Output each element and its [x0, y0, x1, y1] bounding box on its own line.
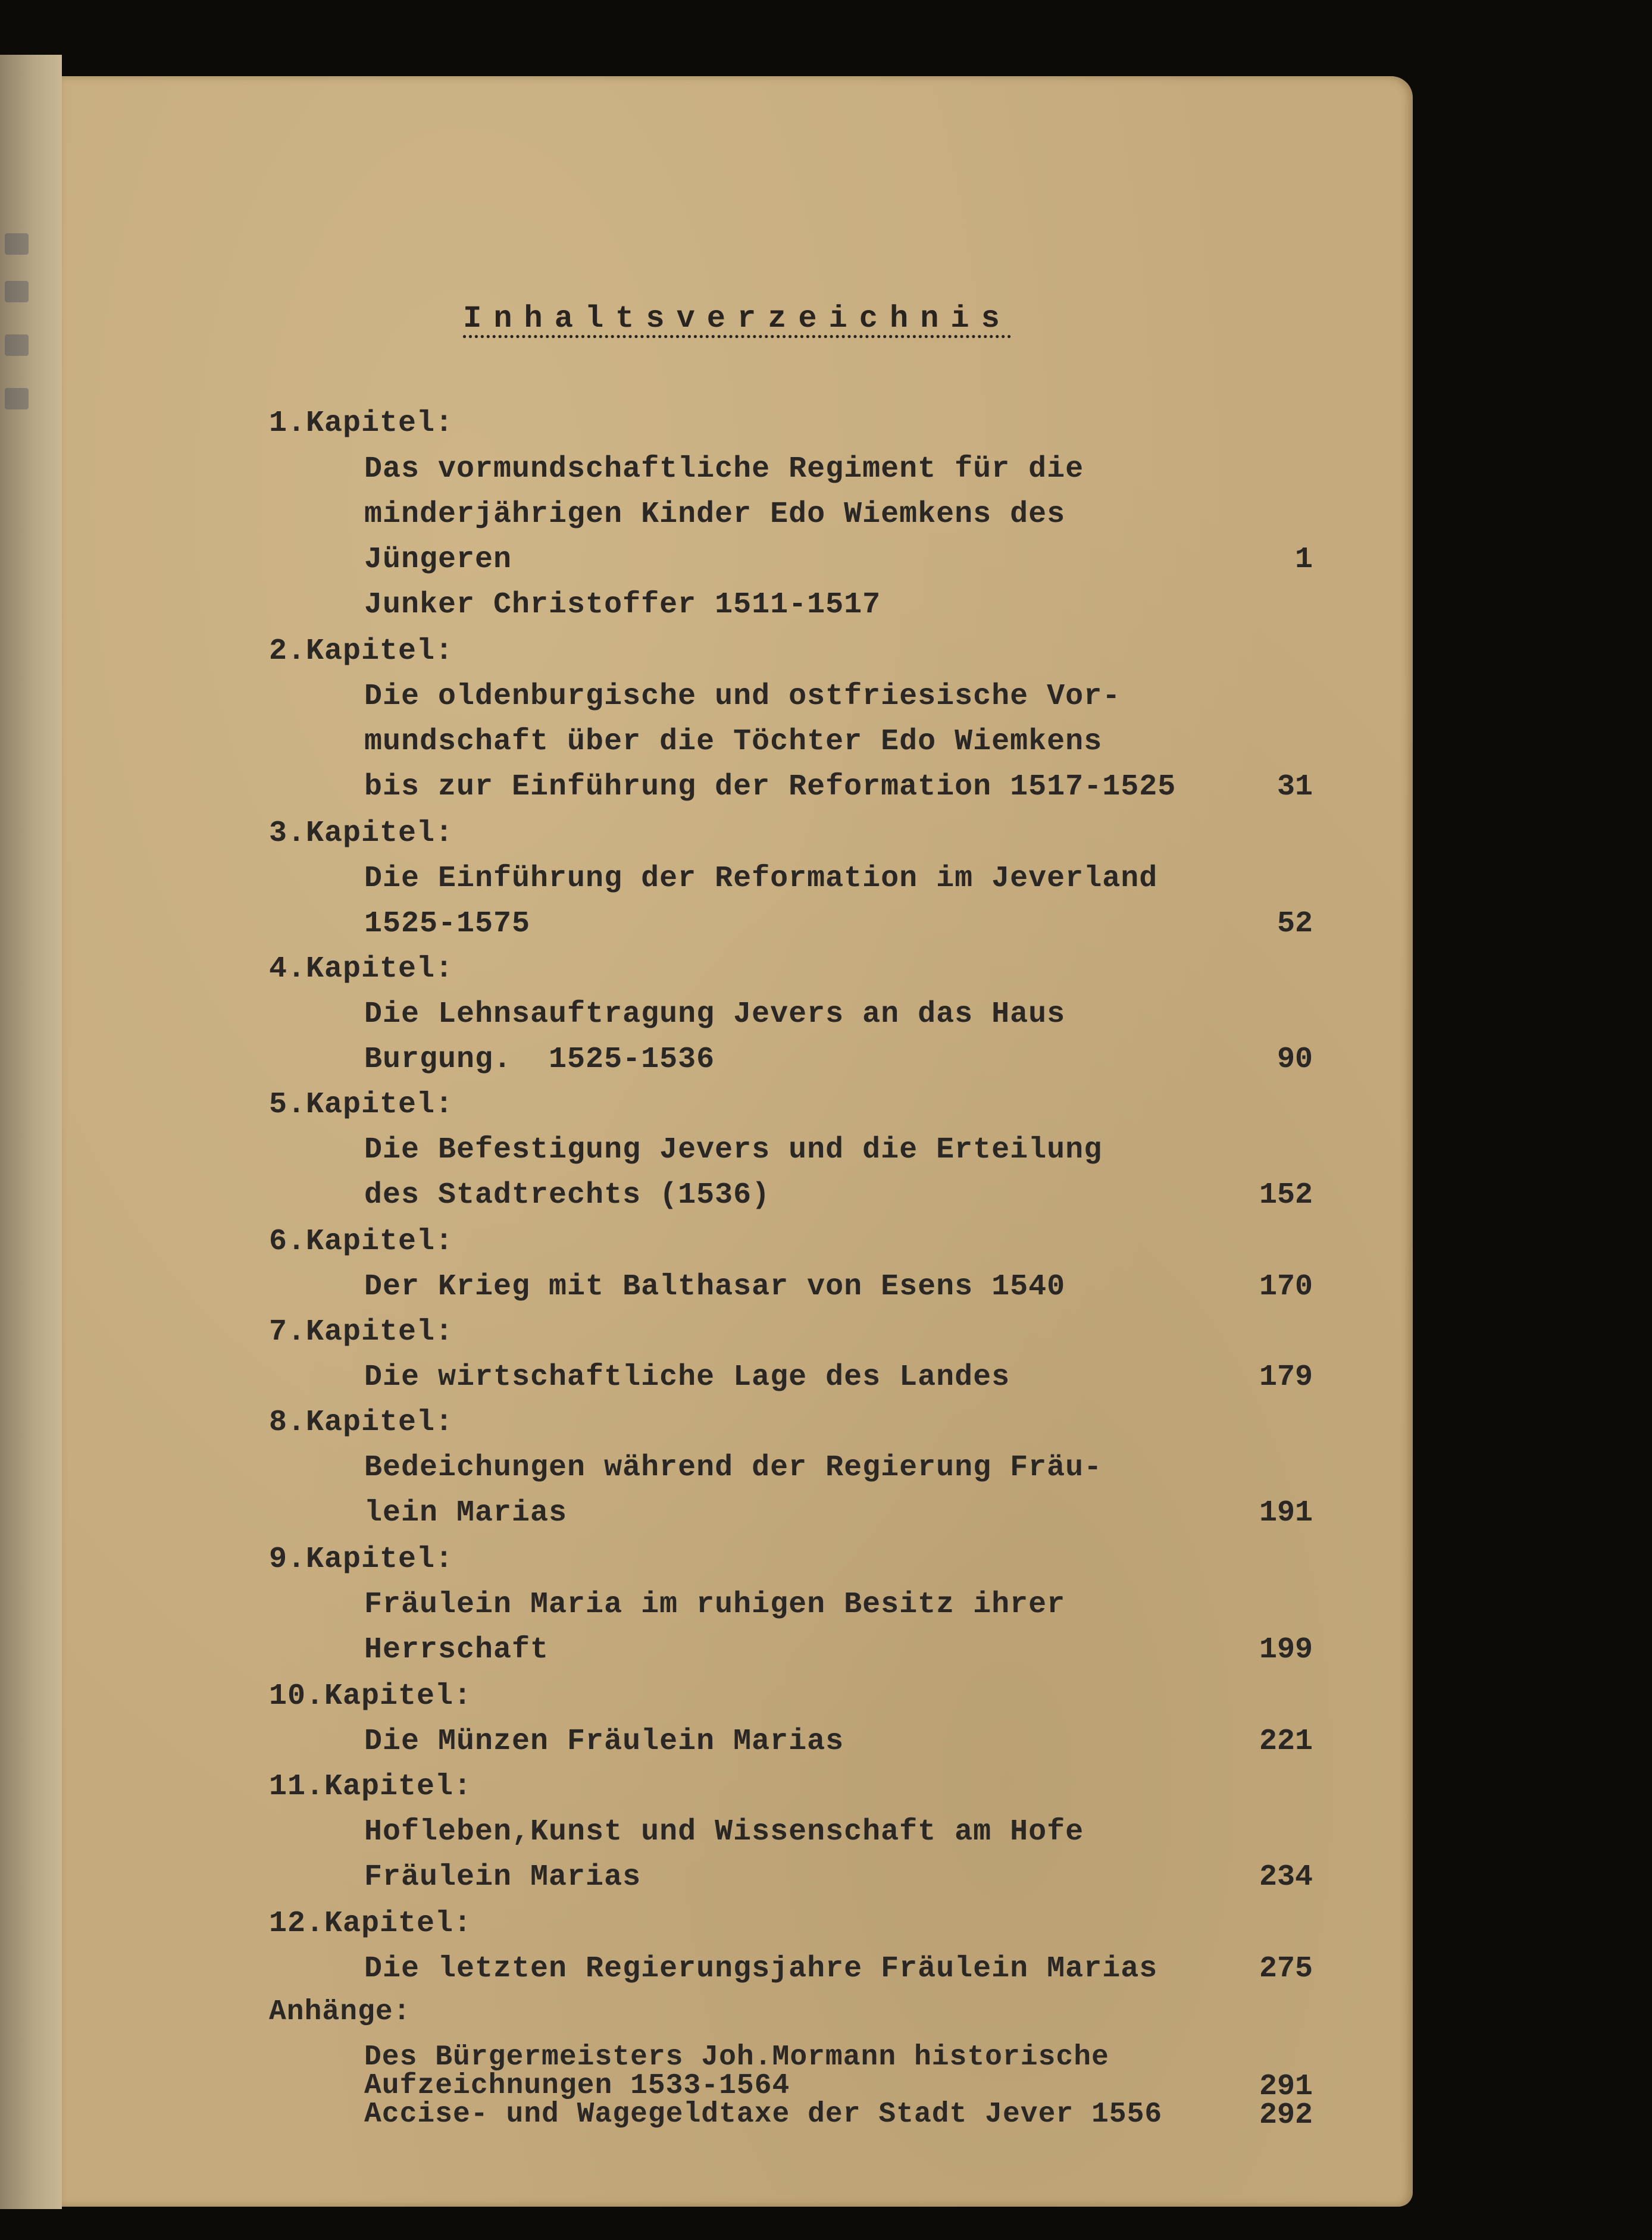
chapter-title-line: Burgung. 1525-1536	[364, 1043, 715, 1077]
chapter-title-line: Junker Christoffer 1511-1517	[364, 588, 881, 622]
chapter-title-line: mundschaft über die Töchter Edo Wiemkens	[364, 725, 1103, 759]
page-number: 90	[1276, 1043, 1313, 1077]
chapter-title-line: Jüngeren	[364, 543, 512, 577]
chapter-title-line: 1525-1575	[364, 907, 531, 941]
page-number: 179	[1259, 1360, 1313, 1394]
page-number: 199	[1259, 1633, 1313, 1667]
ink-mark	[5, 281, 29, 302]
chapter-title-line: Die Münzen Fräulein Marias	[364, 1725, 844, 1759]
page-title: Inhaltsverzeichnis	[463, 301, 1012, 336]
page-number: 31	[1276, 770, 1313, 804]
page-number: 191	[1259, 1496, 1313, 1530]
chapter-title-line: Bedeichungen während der Regierung Fräu-	[364, 1451, 1103, 1485]
page-number: 1	[1294, 543, 1313, 577]
table-of-contents	[62, 76, 1413, 2207]
chapter-title-line: Die Lehnsauftragung Jevers an das Haus	[364, 997, 1066, 1031]
page-number: 275	[1259, 1952, 1313, 1986]
ink-mark	[5, 233, 29, 255]
chapter-title-line: Das vormundschaftliche Regiment für die	[364, 452, 1084, 486]
chapter-title-line: Fräulein Marias	[364, 1860, 642, 1894]
page-number: 234	[1259, 1860, 1313, 1894]
appendix-line: Des Bürgermeisters Joh.Mormann historische	[364, 2041, 1109, 2073]
chapter-heading: 3.Kapitel:	[269, 816, 454, 850]
chapter-title-line: Die oldenburgische und ostfriesische Vor-	[364, 680, 1121, 714]
chapter-heading: 5.Kapitel:	[269, 1088, 454, 1122]
document-page	[62, 76, 1413, 2207]
chapter-heading: 6.Kapitel:	[269, 1225, 454, 1259]
page-number: 152	[1259, 1178, 1313, 1212]
chapter-title-line: Die Einführung der Reformation im Jeverland	[364, 862, 1158, 896]
chapter-title-line: lein Marias	[364, 1496, 568, 1530]
page-number: 52	[1276, 907, 1313, 941]
chapter-title-line: Hofleben,Kunst und Wissenschaft am Hofe	[364, 1815, 1084, 1849]
chapter-heading: 12.Kapitel:	[269, 1907, 473, 1941]
chapter-title-line: Die wirtschaftliche Lage des Landes	[364, 1360, 1010, 1394]
ink-mark	[5, 388, 29, 409]
chapter-heading: 7.Kapitel:	[269, 1315, 454, 1349]
chapter-heading: 4.Kapitel:	[269, 952, 454, 986]
chapter-title-line: Die Befestigung Jevers und die Erteilung	[364, 1133, 1103, 1167]
chapter-heading: 2.Kapitel:	[269, 634, 454, 668]
chapter-title-line: Die letzten Regierungsjahre Fräulein Marias	[364, 1952, 1158, 1986]
chapter-heading: 9.Kapitel:	[269, 1543, 454, 1576]
chapter-title-line: des Stadtrechts (1536)	[364, 1178, 771, 1212]
chapter-heading: 11.Kapitel:	[269, 1770, 473, 1804]
chapter-title-line: Fräulein Maria im ruhigen Besitz ihrer	[364, 1588, 1066, 1622]
page-number: 292	[1259, 2098, 1313, 2132]
chapter-title-line: Herrschaft	[364, 1633, 549, 1667]
chapter-heading: 10.Kapitel:	[269, 1679, 473, 1713]
appendix-line: Aufzeichnungen 1533-1564	[364, 2070, 790, 2102]
chapter-heading: 8.Kapitel:	[269, 1406, 454, 1440]
page-number: 221	[1259, 1725, 1313, 1759]
facing-page-edge	[0, 55, 62, 2209]
page-number: 291	[1259, 2070, 1313, 2104]
ink-mark	[5, 334, 29, 356]
chapter-title-line: bis zur Einführung der Reformation 1517-1525	[364, 770, 1177, 804]
appendix-line: Accise- und Wagegeldtaxe der Stadt Jever 1556	[364, 2098, 1163, 2130]
chapter-title-line: Der Krieg mit Balthasar von Esens 1540	[364, 1270, 1066, 1304]
appendix-heading: Anhänge:	[269, 1996, 411, 2028]
chapter-heading: 1.Kapitel:	[269, 406, 454, 440]
page-number: 170	[1259, 1270, 1313, 1304]
chapter-title-line: minderjährigen Kinder Edo Wiemkens des	[364, 498, 1066, 531]
